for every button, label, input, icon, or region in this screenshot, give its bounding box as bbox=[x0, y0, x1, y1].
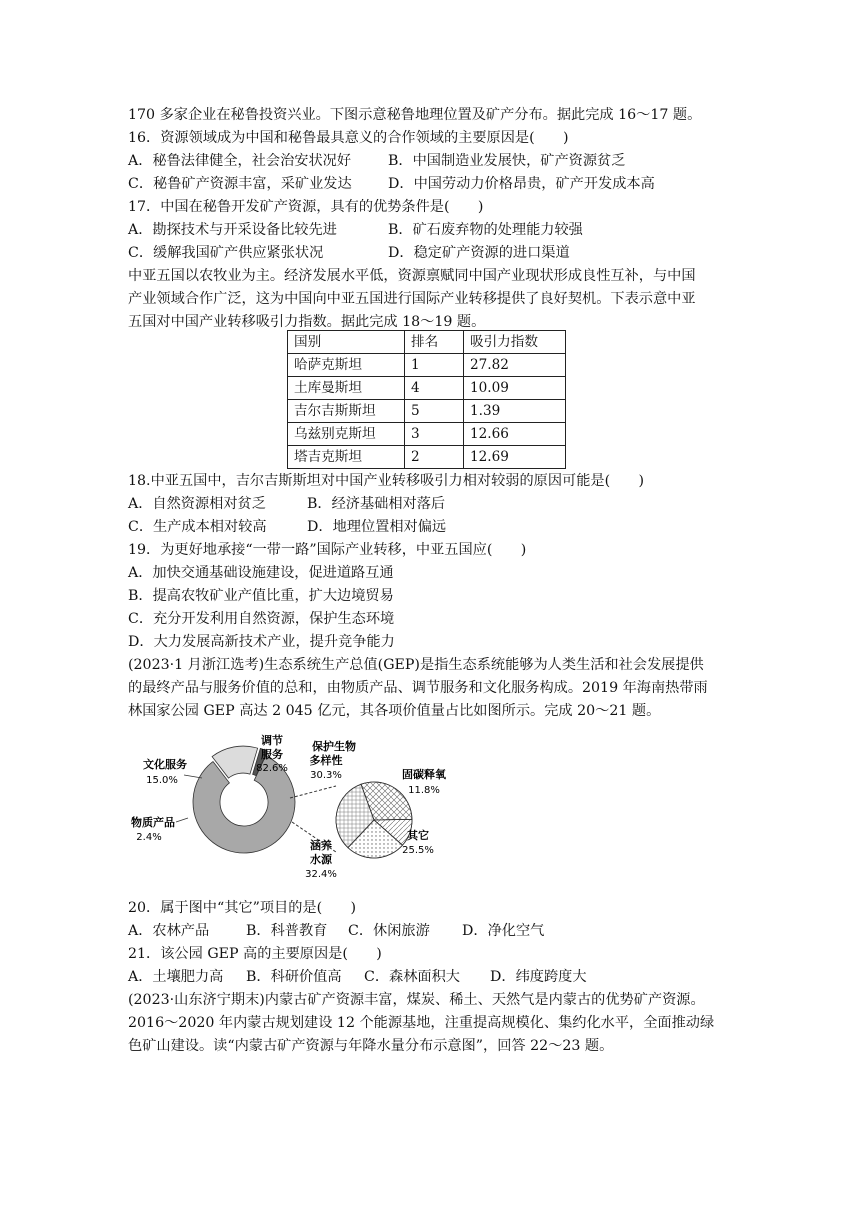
question-20-option-d: D．净化空气 bbox=[462, 923, 545, 939]
table-cell: 乌兹别克斯坦 bbox=[288, 423, 405, 446]
question-18-stem: 18.中亚五国中，吉尔吉斯斯坦对中国产业转移吸引力相对较弱的原因可能是( ) bbox=[128, 473, 645, 489]
intro-20-21-line-3: 林国家公园 GEP 高达 2 045 亿元，其各项价值量占比如图所示。完成 20～21 题。 bbox=[128, 703, 661, 719]
table-cell: 3 bbox=[405, 423, 464, 446]
table-header-row bbox=[288, 331, 566, 354]
table-cell: 吉尔吉斯斯坦 bbox=[288, 400, 405, 423]
question-21-option-d: D．纬度跨度大 bbox=[490, 969, 587, 985]
leader-line-material bbox=[176, 818, 188, 822]
attraction-index-table bbox=[287, 330, 566, 469]
question-20-option-a: A．农林产品 bbox=[128, 923, 210, 939]
table-row bbox=[288, 354, 566, 377]
value-carbon-oxygen: 11.8% bbox=[408, 785, 440, 796]
table-header-index: 吸引力指数 bbox=[464, 331, 566, 354]
table-cell: 27.82 bbox=[464, 354, 566, 377]
table-cell: 2 bbox=[405, 446, 464, 469]
label-biodiversity: 保护生物 bbox=[312, 740, 356, 753]
question-16-option-c: C．秘鲁矿产资源丰富，采矿业发达 bbox=[128, 176, 352, 192]
table-row bbox=[288, 423, 566, 446]
question-19-option-c: C．充分开发利用自然资源，保护生态环境 bbox=[128, 611, 395, 627]
value-culture-service: 15.0% bbox=[146, 775, 178, 786]
gep-chart bbox=[118, 722, 458, 892]
question-19-stem: 19．为更好地承接“一带一路”国际产业转移，中亚五国应( ) bbox=[128, 542, 527, 558]
label-regulation-service: 调节 bbox=[261, 734, 283, 747]
question-16-option-b: B．中国制造业发展快，矿产资源贫乏 bbox=[388, 153, 626, 169]
table-cell: 哈萨克斯坦 bbox=[288, 354, 405, 377]
intro-20-21-line-1: (2023·1 月浙江选考)生态系统生产总值(GEP)是指生态系统能够为人类生活和社会发展提供 bbox=[128, 657, 704, 673]
intro-16-17: 170 多家企业在秘鲁投资兴业。下图示意秘鲁地理位置及矿产分布。据此完成 16～17 题。 bbox=[128, 107, 702, 123]
question-17-stem: 17．中国在秘鲁开发矿产资源，具有的优势条件是( ) bbox=[128, 199, 484, 215]
question-20-option-c: C．休闲旅游 bbox=[348, 923, 430, 939]
table-cell: 10.09 bbox=[464, 377, 566, 400]
intro-22-23-line-1: (2023·山东济宁期末)内蒙古矿产资源丰富，煤炭、稀土、天然气是内蒙古的优势矿产资源。 bbox=[128, 992, 705, 1008]
label-culture-service: 文化服务 bbox=[143, 758, 187, 771]
table-cell: 5 bbox=[405, 400, 464, 423]
table-row bbox=[288, 400, 566, 423]
table-cell: 12.66 bbox=[464, 423, 566, 446]
table-row bbox=[288, 377, 566, 400]
label-biodiversity-2: 多样性 bbox=[309, 754, 343, 767]
value-biodiversity: 30.3% bbox=[310, 770, 342, 781]
question-21-option-c: C．森林面积大 bbox=[364, 969, 460, 985]
question-18-option-a: A．自然资源相对贫乏 bbox=[128, 496, 266, 512]
table-cell: 4 bbox=[405, 377, 464, 400]
label-carbon-oxygen: 固碳释氧 bbox=[402, 768, 446, 781]
question-19-option-b: B．提高农牧矿业产值比重，扩大边境贸易 bbox=[128, 588, 394, 604]
intro-18-19-line-3: 五国对中国产业转移吸引力指数。据此完成 18～19 题。 bbox=[128, 314, 486, 330]
label-regulation-service-2: 服务 bbox=[261, 748, 283, 761]
question-21-stem: 21．该公园 GEP 高的主要原因是( ) bbox=[128, 946, 382, 962]
label-water-conservation: 涵养 bbox=[310, 839, 332, 852]
table-cell: 12.69 bbox=[464, 446, 566, 469]
intro-22-23-line-2: 2016～2020 年内蒙古规划建设 12 个能源基地，注重提高规模化、集约化水平，全面推动绿 bbox=[128, 1015, 715, 1031]
question-16-option-d: D．中国劳动力价格昂贵，矿产开发成本高 bbox=[388, 176, 655, 192]
question-20-option-b: B．科普教育 bbox=[246, 923, 328, 939]
question-18-option-b: B．经济基础相对落后 bbox=[307, 496, 446, 512]
table-cell: 1 bbox=[405, 354, 464, 377]
question-19-option-d: D．大力发展高新技术产业，提升竞争能力 bbox=[128, 634, 395, 650]
question-16-stem: 16．资源领域成为中国和秘鲁最具意义的合作领域的主要原因是( ) bbox=[128, 130, 569, 146]
question-18-option-d: D．地理位置相对偏远 bbox=[307, 519, 447, 535]
intro-20-21-line-2: 的最终产品与服务价值的总和，由物质产品、调节服务和文化服务构成。2019 年海南热带雨 bbox=[128, 680, 708, 696]
question-17-option-d: D．稳定矿产资源的进口渠道 bbox=[388, 245, 570, 261]
intro-18-19-line-1: 中亚五国以农牧业为主。经济发展水平低，资源禀赋同中国产业现状形成良性互补，与中国 bbox=[128, 268, 696, 284]
question-18-option-c: C．生产成本相对较高 bbox=[128, 519, 267, 535]
intro-22-23-line-3: 色矿山建设。读“内蒙古矿产资源与年降水量分布示意图”，回答 22～23 题。 bbox=[128, 1038, 614, 1054]
table-row bbox=[288, 446, 566, 469]
table-header-country: 国别 bbox=[288, 331, 405, 354]
label-material-products: 物质产品 bbox=[131, 816, 175, 829]
leader-line-culture bbox=[184, 775, 202, 778]
question-17-option-c: C．缓解我国矿产供应紧张状况 bbox=[128, 245, 324, 261]
table-cell: 1.39 bbox=[464, 400, 566, 423]
table-header-rank: 排名 bbox=[405, 331, 464, 354]
question-17-option-b: B．矿石废弃物的处理能力较强 bbox=[388, 222, 583, 238]
value-material-products: 2.4% bbox=[136, 832, 162, 843]
question-16-option-a: A．秘鲁法律健全，社会治安状况好 bbox=[128, 153, 352, 169]
value-regulation-service: 82.6% bbox=[256, 763, 288, 774]
intro-18-19-line-2: 产业领域合作广泛，这为中国向中亚五国进行国际产业转移提供了良好契机。下表示意中亚 bbox=[128, 291, 696, 307]
value-others: 25.5% bbox=[402, 845, 434, 856]
question-20-stem: 20．属于图中“其它”项目的是( ) bbox=[128, 900, 357, 916]
question-21-option-b: B．科研价值高 bbox=[246, 969, 342, 985]
label-others: 其它 bbox=[407, 829, 429, 842]
question-19-option-a: A．加快交通基础设施建设，促进道路互通 bbox=[128, 565, 394, 581]
table-cell: 塔吉克斯坦 bbox=[288, 446, 405, 469]
regulation-service-pie-chart bbox=[336, 782, 412, 858]
table-cell: 土库曼斯坦 bbox=[288, 377, 405, 400]
connector-line-top bbox=[290, 786, 336, 798]
value-water-conservation: 32.4% bbox=[305, 869, 337, 880]
label-water-conservation-2: 水源 bbox=[310, 853, 332, 866]
question-21-option-a: A．土壤肥力高 bbox=[128, 969, 224, 985]
question-17-option-a: A．勘探技术与开采设备比较先进 bbox=[128, 222, 337, 238]
